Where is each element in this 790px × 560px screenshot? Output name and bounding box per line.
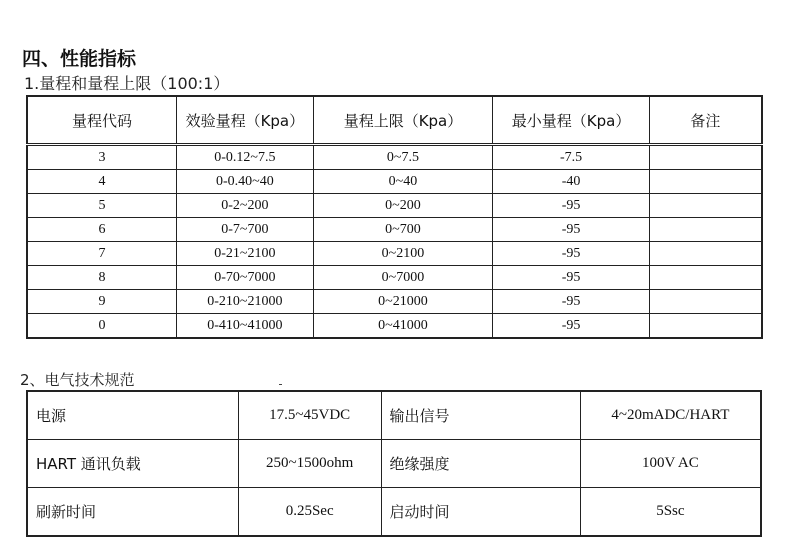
table-cell: 3 [27,145,176,170]
table-cell: 0-410~41000 [176,314,313,339]
table-cell: 0~40 [313,170,493,194]
range-subtitle: 1.量程和量程上限（100:1） [24,74,230,93]
table-cell: -95 [493,218,650,242]
table-cell: 0~200 [313,194,493,218]
column-header: 效验量程（Kpa） [176,96,313,145]
spec-value: 100V AC [580,440,761,488]
table-cell: -95 [493,194,650,218]
table-cell: 0~7.5 [313,145,493,170]
spec-value: 17.5~45VDC [238,391,381,440]
table-cell: -95 [493,290,650,314]
table-row [27,488,761,537]
section-title: 四、性能指标 [22,48,137,70]
table-cell: 0~41000 [313,314,493,339]
column-header: 量程代码 [27,96,176,145]
table-cell: 8 [27,266,176,290]
column-header: 最小量程（Kpa） [493,96,650,145]
spec-value: 250~1500ohm [238,440,381,488]
electrical-subtitle: 2、电气技术规范 [20,371,135,389]
table-row [27,218,762,242]
spec-label: 启动时间 [381,488,580,537]
table-cell: -7.5 [493,145,650,170]
table-cell: 7 [27,242,176,266]
table-cell [649,290,762,314]
table-cell: 9 [27,290,176,314]
table-row [27,145,762,170]
table-cell [649,194,762,218]
table-row [27,314,762,339]
table-cell: 0~21000 [313,290,493,314]
table-cell [649,314,762,339]
table-row [27,266,762,290]
table-cell [649,218,762,242]
table-cell [649,145,762,170]
spec-label: 电源 [27,391,238,440]
table-row [27,391,761,440]
table-cell [649,266,762,290]
table-cell: -95 [493,314,650,339]
table-cell: 0~7000 [313,266,493,290]
spec-label: HART 通讯负载 [27,440,238,488]
table-row [27,290,762,314]
table-cell [649,170,762,194]
table-cell: 4 [27,170,176,194]
performance-table [26,95,763,339]
table-row [27,242,762,266]
table-cell: 0-0.12~7.5 [176,145,313,170]
spec-value: 5Ssc [580,488,761,537]
table-cell: -40 [493,170,650,194]
table-header-row [27,96,762,145]
spec-value: 0.25Sec [238,488,381,537]
table-cell [649,242,762,266]
table-cell: -95 [493,266,650,290]
table-cell: 0 [27,314,176,339]
spec-value: 4~20mADC/HART [580,391,761,440]
table-cell: 0-7~700 [176,218,313,242]
spec-label: 刷新时间 [27,488,238,537]
spec-label: 绝缘强度 [381,440,580,488]
table-cell: 0-21~2100 [176,242,313,266]
table-cell: 0-0.40~40 [176,170,313,194]
spec-label: 输出信号 [381,391,580,440]
table-cell: 0~2100 [313,242,493,266]
column-header: 量程上限（Kpa） [313,96,493,145]
stray-mark [279,384,282,385]
table-cell: 5 [27,194,176,218]
table-cell: 0-70~7000 [176,266,313,290]
table-row [27,194,762,218]
table-cell: 0-210~21000 [176,290,313,314]
electrical-table [26,390,762,537]
table-cell: 0-2~200 [176,194,313,218]
column-header: 备注 [649,96,762,145]
table-cell: 0~700 [313,218,493,242]
table-row [27,440,761,488]
table-row [27,170,762,194]
table-cell: -95 [493,242,650,266]
table-cell: 6 [27,218,176,242]
